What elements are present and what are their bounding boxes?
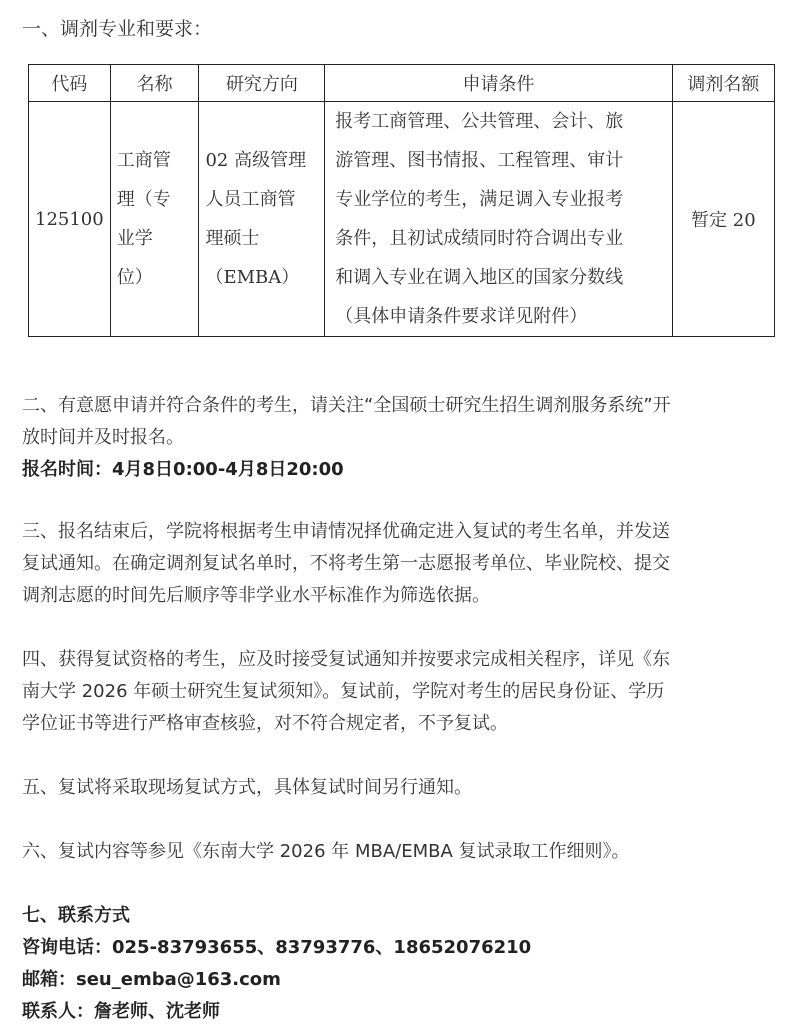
section2-line: 二、有意愿申请并符合条件的考生，请关注“全国硕士研究生招生调剂服务系统”开	[22, 395, 671, 416]
section6-paragraph	[22, 836, 784, 868]
section2-paragraph	[22, 390, 784, 486]
section1-heading: 一、调剂专业和要求：	[22, 18, 213, 40]
header-conditions: 申请条件	[325, 65, 673, 102]
header-name: 名称	[110, 65, 199, 102]
direction-line: 理硕士	[205, 228, 260, 249]
section3-line: 调剂志愿的时间先后顺序等非学业水平标准作为筛选依据。	[22, 585, 490, 606]
section3-paragraph	[22, 516, 784, 612]
direction-line: 02 高级管理	[205, 150, 307, 171]
header-code: 代码	[29, 65, 111, 102]
direction-line: （EMBA）	[205, 267, 300, 288]
cell-major	[110, 102, 199, 337]
condition-line: （具体申请条件要求详见附件）	[335, 306, 588, 327]
contact-email: 邮箱：seu_emba@163.com	[22, 969, 281, 990]
condition-line: 游管理、图书情报、工程管理、审计	[335, 150, 624, 171]
contact-phone: 咨询电话：025-83793655、83793776、18652076210	[22, 937, 532, 958]
table-header-row	[29, 65, 775, 102]
section4-line: 学位证书等进行严格审查核验，对不符合规定者，不予复试。	[22, 713, 508, 734]
section3-line: 三、报名结束后，学院将根据考生申请情况择优确定进入复试的考生名单，并发送	[22, 521, 670, 542]
section2-line: 放时间并及时报名。	[22, 427, 184, 448]
condition-line: 条件，且初试成绩同时符合调出专业	[335, 228, 624, 249]
section4-line: 南大学 2026 年硕士研究生复试须知》。复试前，学院对考生的居民身份证、学历	[22, 681, 665, 702]
header-quota: 调剂名额	[672, 65, 774, 102]
cell-code: 125100	[29, 102, 111, 337]
cell-direction	[199, 102, 325, 337]
header-direction: 研究方向	[199, 65, 325, 102]
condition-line: 报考工商管理、公共管理、会计、旅	[335, 111, 624, 132]
contact-person: 联系人：詹老师、沈老师	[22, 1001, 220, 1022]
major-line: 位）	[116, 267, 153, 288]
major-line: 业学	[116, 228, 153, 249]
major-line: 理（专	[116, 189, 171, 210]
major-line: 工商管	[116, 150, 171, 171]
section5-text: 五、复试将采取现场复试方式，具体复试时间另行通知。	[22, 777, 472, 798]
section6-text: 六、复试内容等参见《东南大学 2026 年 MBA/EMBA 复试录取工作细则》。	[22, 841, 630, 862]
contact-heading: 七、联系方式	[22, 905, 130, 926]
signup-time: 报名时间：4月8日0:00-4月8日20:00	[22, 459, 344, 480]
section4-line: 四、获得复试资格的考生，应及时接受复试通知并按要求完成相关程序，详见《东	[22, 649, 670, 670]
section3-line: 复试通知。在确定调剂复试名单时，不将考生第一志愿报考单位、毕业院校、提交	[22, 553, 670, 574]
section4-paragraph	[22, 644, 784, 740]
section7-contact	[22, 900, 784, 1028]
direction-line: 人员工商管	[205, 189, 296, 210]
adjustment-table	[28, 64, 775, 337]
cell-conditions	[325, 102, 673, 337]
cell-quota: 暂定 20	[672, 102, 774, 337]
table-row	[29, 102, 775, 337]
condition-line: 专业学位的考生，满足调入专业报考	[335, 189, 624, 210]
section5-paragraph	[22, 772, 784, 804]
condition-line: 和调入专业在调入地区的国家分数线	[335, 267, 624, 288]
